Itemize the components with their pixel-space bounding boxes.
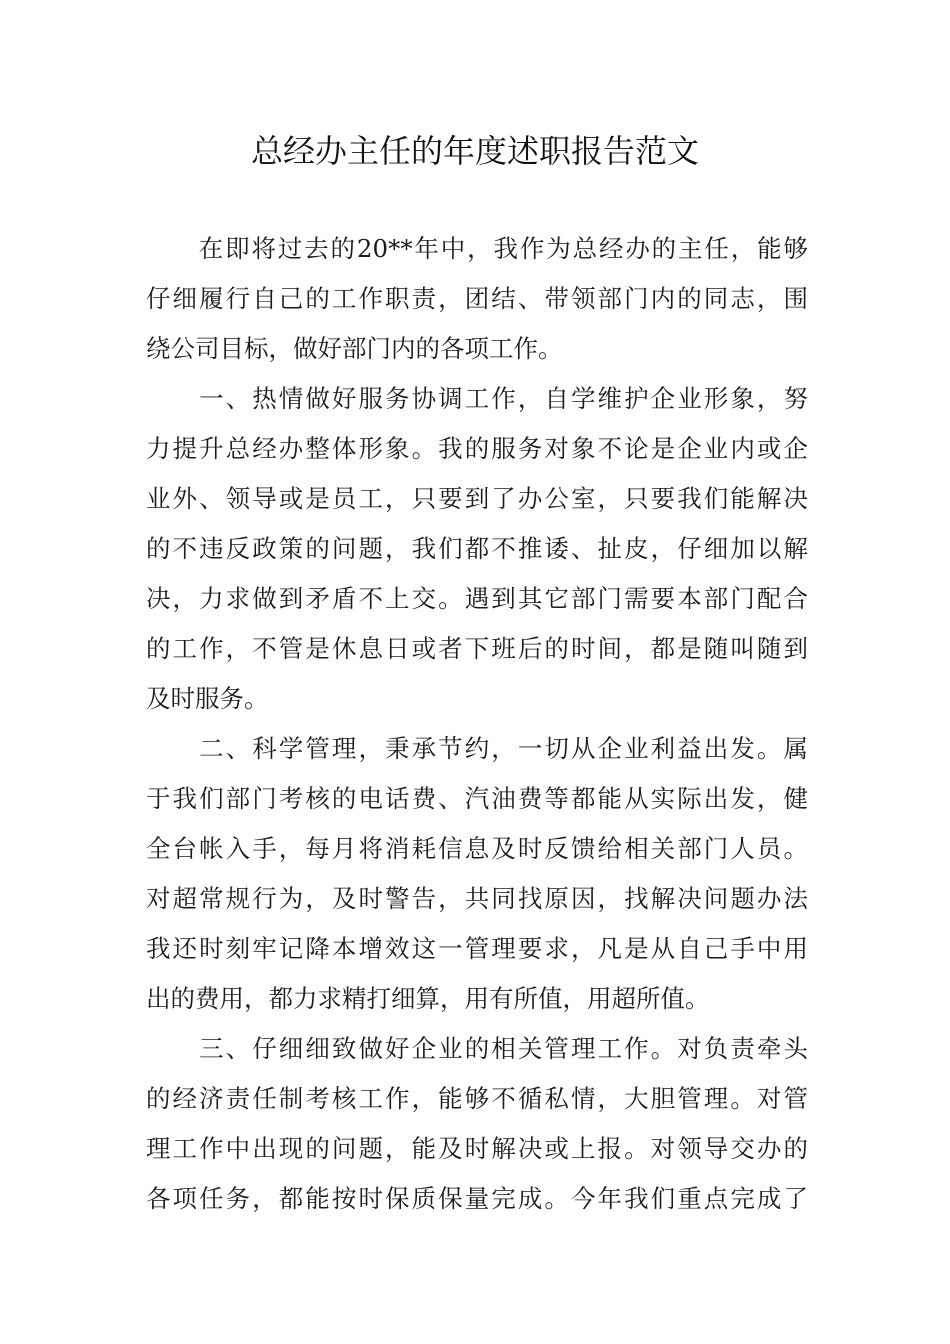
text-line: 的经济责任制考核工作，能够不循私情，大胆管理。对管 xyxy=(146,1084,808,1113)
text-line: 出的费用，都力求精打细算，用有所值，用超所值。 xyxy=(146,984,710,1013)
text-line: 在即将过去的20**年中，我作为总经办的主任，能够 xyxy=(146,234,808,263)
text-line: 于我们部门考核的电话费、汽油费等都能从实际出发，健 xyxy=(146,784,808,813)
text-line: 决，力求做到矛盾不上交。遇到其它部门需要本部门配合 xyxy=(146,584,808,613)
text-line: 我还时刻牢记降本增效这一管理要求，凡是从自己手中用 xyxy=(146,934,808,963)
text-line: 全台帐入手，每月将消耗信息及时反馈给相关部门人员。 xyxy=(146,834,808,863)
document-body xyxy=(146,224,808,1224)
text-line: 绕公司目标，做好部门内的各项工作。 xyxy=(146,334,563,363)
text-line: 各项任务，都能按时保质保量完成。今年我们重点完成了 xyxy=(146,1184,808,1213)
document-title: 总经办主任的年度述职报告范文 xyxy=(250,132,699,170)
text-line: 仔细履行自己的工作职责，团结、带领部门内的同志，围 xyxy=(146,284,808,313)
text-line: 一、热情做好服务协调工作，自学维护企业形象，努 xyxy=(146,384,808,413)
text-line: 业外、领导或是员工，只要到了办公室，只要我们能解决 xyxy=(146,484,808,513)
text-line: 对超常规行为，及时警告，共同找原因，找解决问题办法 xyxy=(146,884,808,913)
text-line: 的不违反政策的问题，我们都不推诿、扯皮，仔细加以解 xyxy=(146,534,808,563)
text-line: 的工作，不管是休息日或者下班后的时间，都是随叫随到 xyxy=(146,634,808,663)
text-line: 理工作中出现的问题，能及时解决或上报。对领导交办的 xyxy=(146,1134,808,1163)
text-line: 二、科学管理，秉承节约，一切从企业利益出发。属 xyxy=(146,734,808,763)
text-line: 及时服务。 xyxy=(146,684,269,713)
text-line: 三、仔细细致做好企业的相关管理工作。对负责牵头 xyxy=(146,1034,808,1063)
text-line: 力提升总经办整体形象。我的服务对象不论是企业内或企 xyxy=(146,434,808,463)
